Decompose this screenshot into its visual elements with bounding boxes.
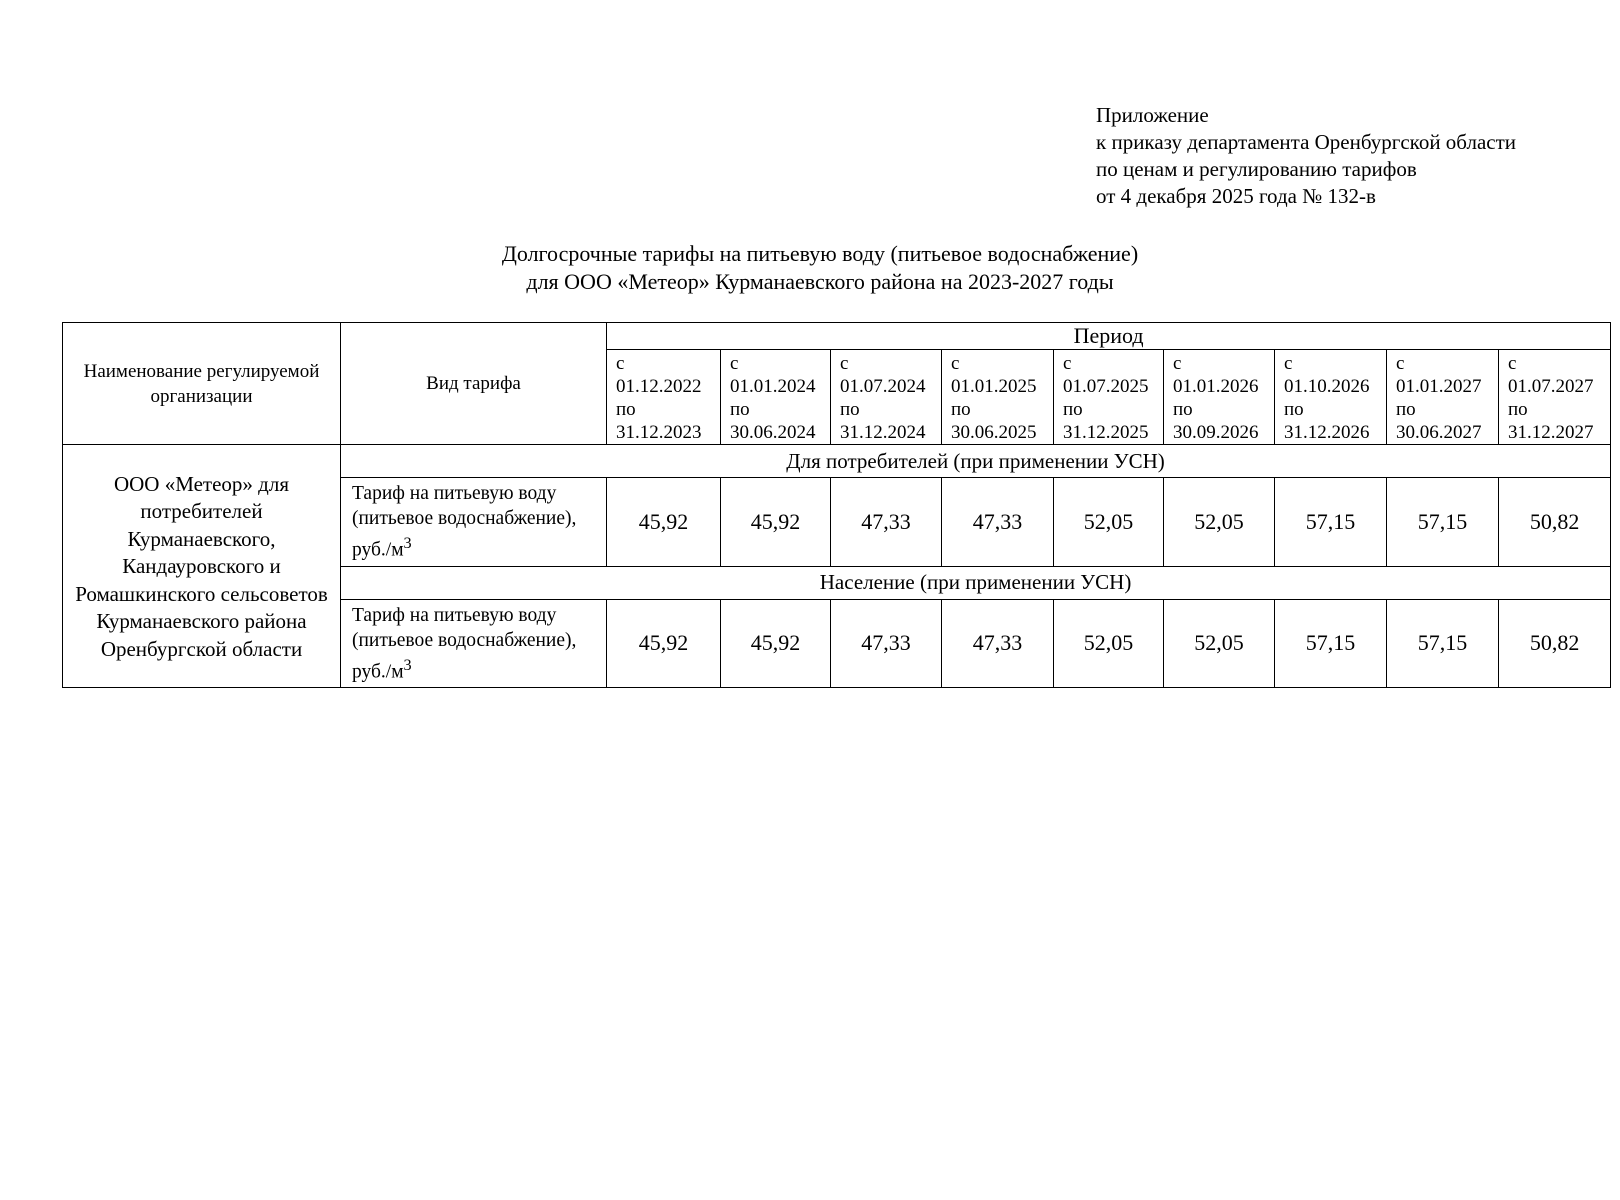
tariff-value: 47,33 (942, 478, 1054, 567)
period-cell (1054, 350, 1164, 445)
group-title: Население (при применении УСН) (341, 566, 1611, 599)
tariff-value: 50,82 (1499, 599, 1611, 688)
period-from-date: 01.01.2026 (1173, 376, 1259, 397)
tariff-value: 52,05 (1054, 478, 1164, 567)
period-cell (607, 350, 721, 445)
period-to-label: по (1508, 399, 1528, 420)
appendix-line: от 4 декабря 2025 года № 132-в (1096, 184, 1376, 208)
period-from-date: 01.07.2024 (840, 376, 926, 397)
period-from-label: с (1284, 353, 1293, 374)
period-cell (831, 350, 942, 445)
period-from-date: 01.01.2024 (730, 376, 816, 397)
tariff-type-cell (341, 478, 607, 567)
period-to-date: 31.12.2025 (1063, 422, 1149, 443)
period-to-date: 31.12.2023 (616, 422, 702, 443)
tariff-value: 47,33 (831, 599, 942, 688)
period-to-date: 31.12.2026 (1284, 422, 1370, 443)
period-to-label: по (840, 399, 860, 420)
title-line: Долгосрочные тарифы на питьевую воду (питьевое водоснабжение) (501, 241, 1139, 266)
period-to-date: 30.06.2025 (951, 422, 1037, 443)
tariff-value: 52,05 (1164, 599, 1275, 688)
header-organization: Наименование регулируемой организации (63, 323, 341, 445)
period-to-date: 30.06.2027 (1396, 422, 1482, 443)
tariff-value: 50,82 (1499, 478, 1611, 567)
header-tariff-type: Вид тарифа (341, 323, 607, 445)
period-from-label: с (840, 353, 849, 374)
tariff-value: 47,33 (942, 599, 1054, 688)
unit-superscript: 3 (403, 534, 412, 552)
tariff-value: 57,15 (1387, 478, 1499, 567)
period-to-date: 31.12.2024 (840, 422, 926, 443)
period-cell (1164, 350, 1275, 445)
period-from-label: с (616, 353, 625, 374)
period-from-label: с (1173, 353, 1182, 374)
tariff-value: 45,92 (607, 599, 721, 688)
group-row-consumers (63, 445, 1611, 478)
period-from-label: с (951, 353, 960, 374)
organization-name: ООО «Метеор» для потребителей Курманаевского, Кандауровского и Ромашкинского сельсоветов Курманаевского района Оренбургской области (63, 445, 341, 688)
period-cell (1387, 350, 1499, 445)
period-to-label: по (951, 399, 971, 420)
period-from-date: 01.07.2027 (1508, 376, 1594, 397)
period-to-label: по (730, 399, 750, 420)
appendix-header (1096, 102, 1516, 210)
tariff-value: 57,15 (1387, 599, 1499, 688)
tariff-value: 45,92 (607, 478, 721, 567)
period-from-date: 01.12.2022 (616, 376, 702, 397)
tariff-value: 52,05 (1164, 478, 1275, 567)
document-title (0, 240, 1620, 296)
appendix-line: по ценам и регулированию тарифов (1096, 157, 1417, 181)
period-from-date: 01.07.2025 (1063, 376, 1149, 397)
tariff-type-text: Тариф на питьевую воду (питьевое водоснабжение), руб./м (352, 604, 577, 682)
period-cell (721, 350, 831, 445)
tariff-value: 45,92 (721, 478, 831, 567)
period-from-label: с (1396, 353, 1405, 374)
title-line: для ООО «Метеор» Курманаевского района на 2023-2027 годы (526, 269, 1114, 294)
period-to-date: 30.06.2024 (730, 422, 816, 443)
period-to-label: по (1396, 399, 1416, 420)
period-cell (942, 350, 1054, 445)
appendix-line: Приложение (1096, 103, 1209, 127)
period-to-date: 30.09.2026 (1173, 422, 1259, 443)
period-from-label: с (1508, 353, 1517, 374)
tariff-table (62, 322, 1611, 688)
period-to-label: по (1063, 399, 1083, 420)
appendix-line: к приказу департамента Оренбургской области (1096, 130, 1516, 154)
tariff-value: 45,92 (721, 599, 831, 688)
group-title: Для потребителей (при применении УСН) (341, 445, 1611, 478)
period-from-label: с (1063, 353, 1072, 374)
header-period: Период (607, 323, 1611, 350)
period-to-date: 31.12.2027 (1508, 422, 1594, 443)
period-from-label: с (730, 353, 739, 374)
period-cell (1275, 350, 1387, 445)
tariff-value: 52,05 (1054, 599, 1164, 688)
tariff-type-cell (341, 599, 607, 688)
period-from-date: 01.01.2027 (1396, 376, 1482, 397)
period-from-date: 01.01.2025 (951, 376, 1037, 397)
tariff-value: 57,15 (1275, 478, 1387, 567)
period-to-label: по (1284, 399, 1304, 420)
tariff-value: 57,15 (1275, 599, 1387, 688)
tariff-type-text: Тариф на питьевую воду (питьевое водоснабжение), руб./м (352, 483, 577, 561)
period-cell (1499, 350, 1611, 445)
period-to-label: по (1173, 399, 1193, 420)
unit-superscript: 3 (403, 655, 412, 674)
period-from-date: 01.10.2026 (1284, 376, 1370, 397)
tariff-value: 47,33 (831, 478, 942, 567)
period-to-label: по (616, 399, 636, 420)
